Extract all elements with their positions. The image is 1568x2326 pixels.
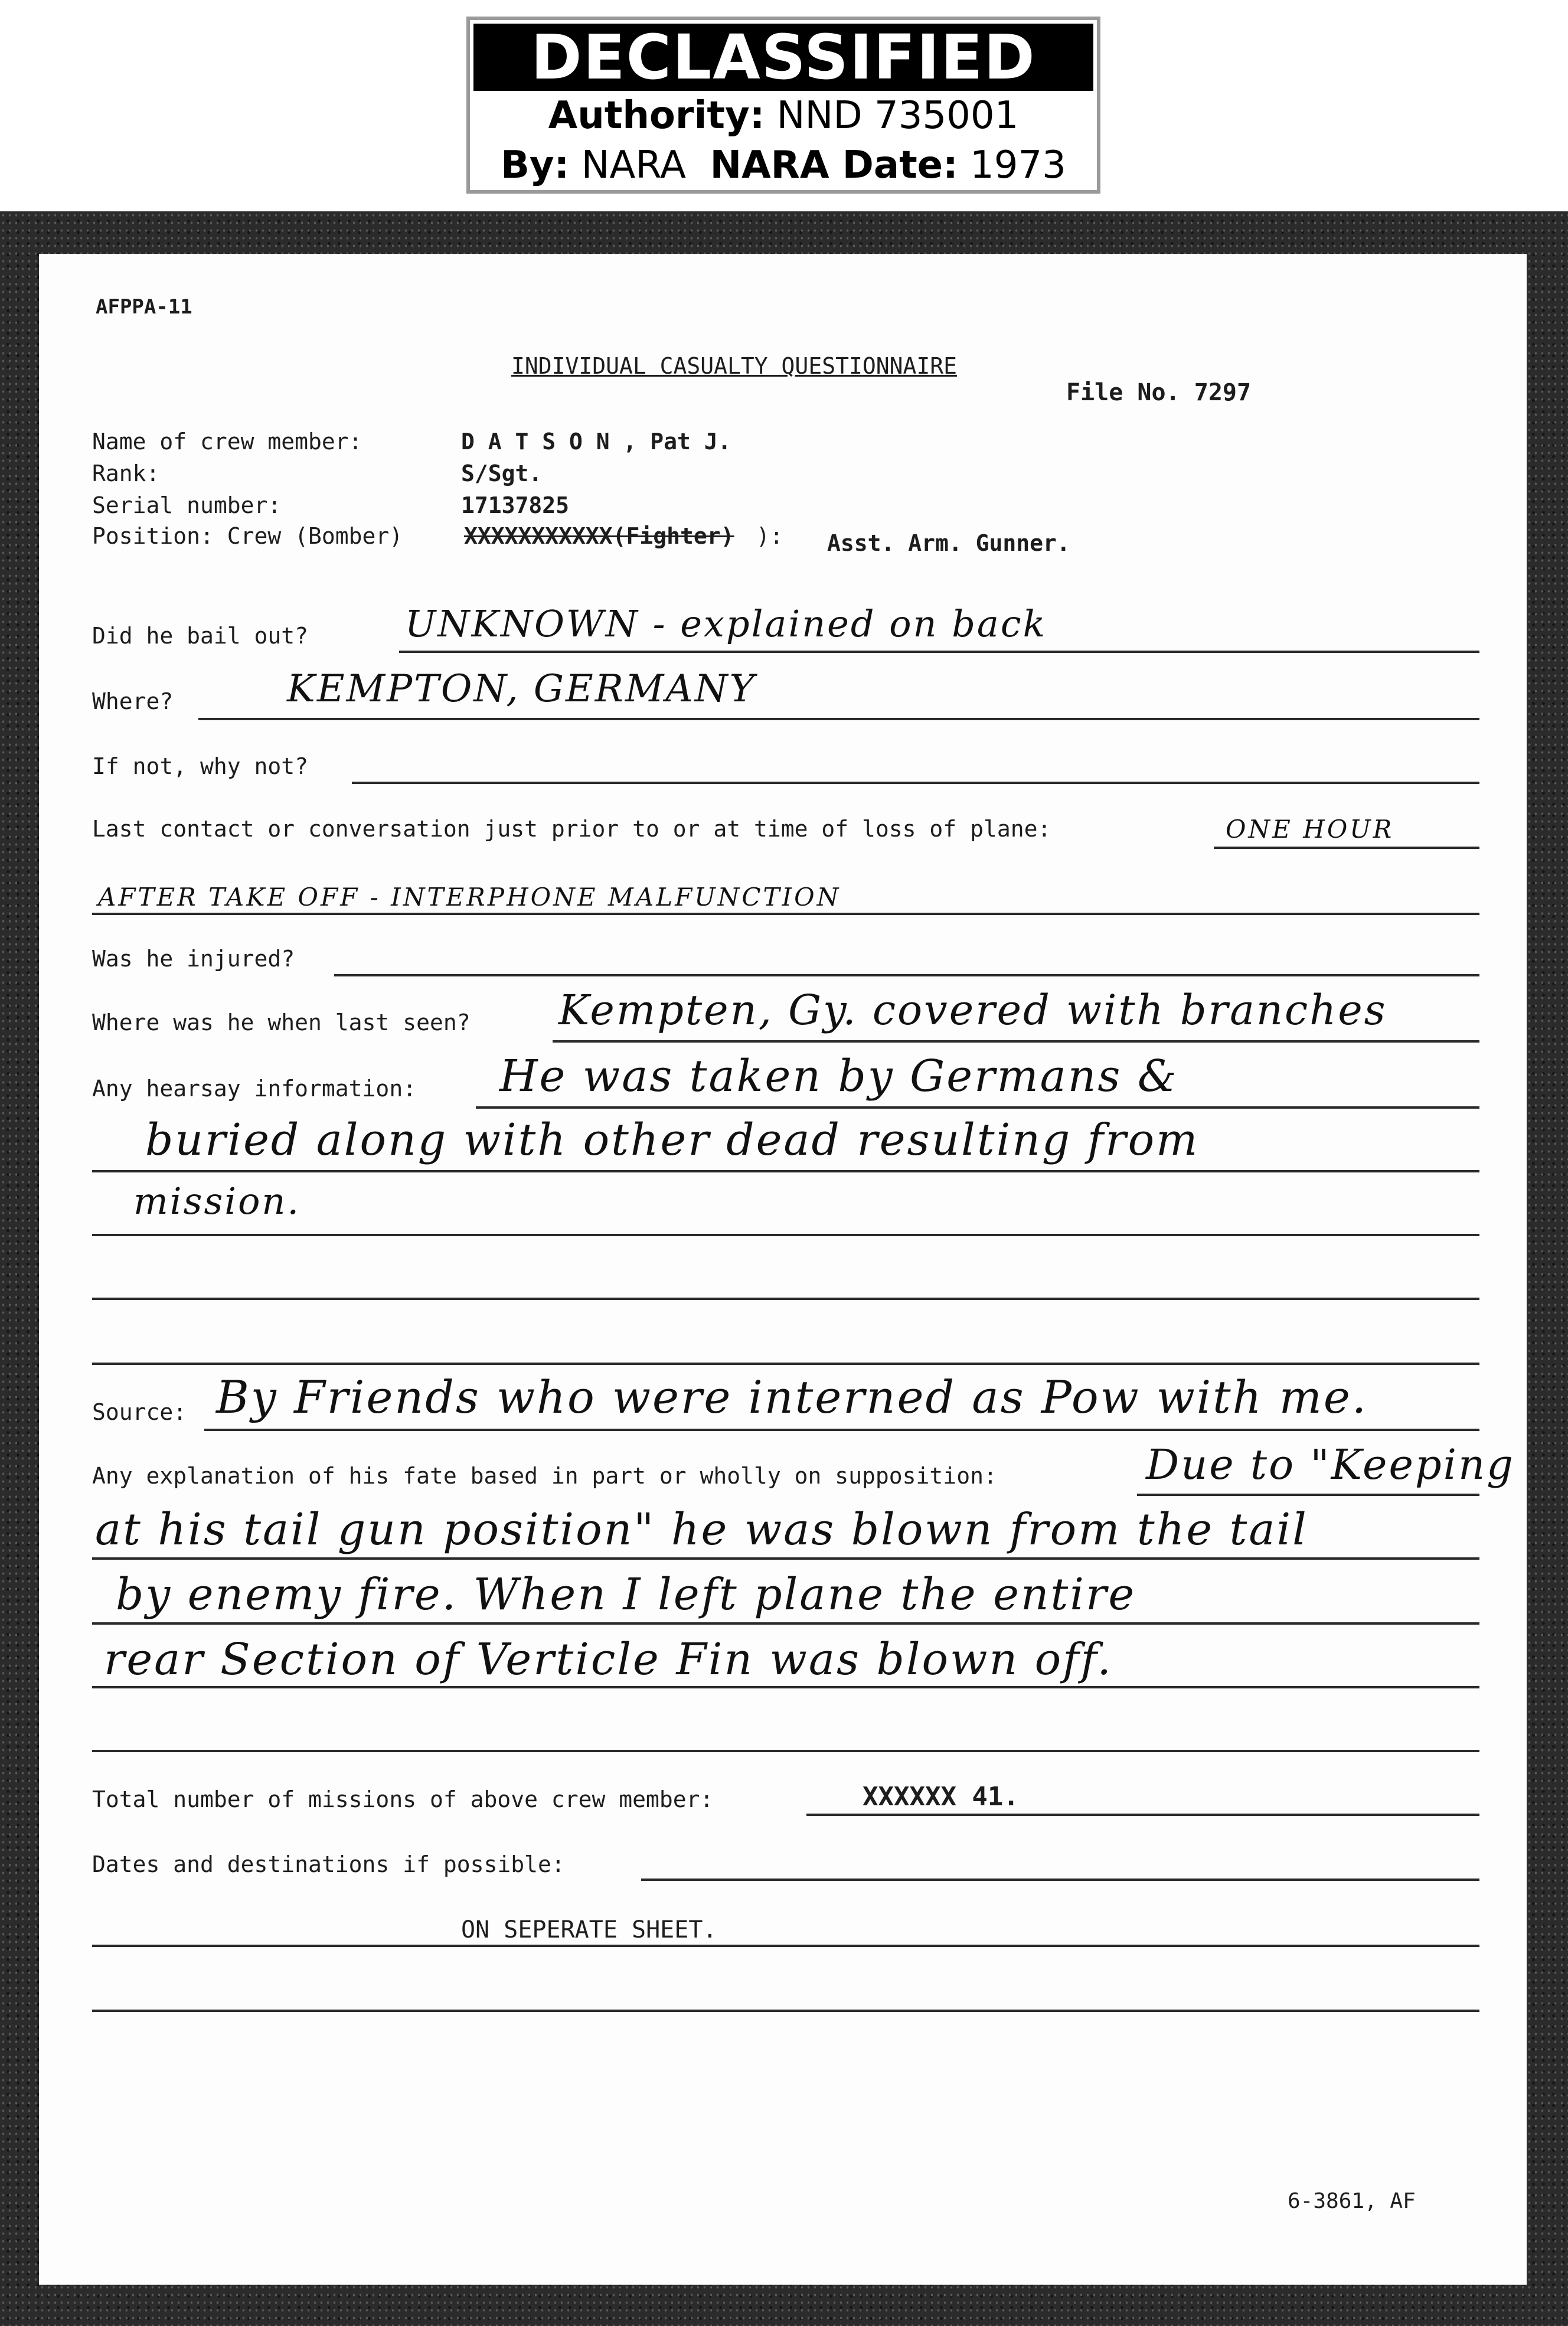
file-number: File No. 7297 [1066,379,1252,406]
stamp-by-value: NARA [581,143,686,187]
stamp-title: DECLASSIFIED [473,24,1093,91]
dates-line-2 [92,1945,1479,1947]
bail-label: Did he bail out? [92,623,309,649]
position-colon: ): [756,523,783,549]
explanation-label: Any explanation of his fate based in part or wholly on supposition: [92,1463,997,1489]
rank-label: Rank: [92,460,160,486]
name-label: Name of crew member: [92,429,362,455]
footer-form-code: 6-3861, AF [1288,2189,1416,2213]
where-label: Where? [92,688,174,714]
serial-label: Serial number: [92,492,282,518]
stamp-authority-value: NND 735001 [776,94,1019,138]
explanation-line-4 [92,1686,1479,1688]
last-seen-line [553,1040,1479,1043]
last-contact-value-2: AFTER TAKE OFF - INTERPHONE MALFUNCTION [98,883,841,912]
last-contact-line-2 [92,913,1479,915]
explanation-line-3 [92,1622,1479,1625]
hearsay-line-3 [92,1234,1479,1236]
where-value: KEMPTON, GERMANY [287,667,756,711]
injured-label: Was he injured? [92,946,295,972]
missions-line [806,1814,1479,1816]
position-label: Position: Crew (Bomber) [92,523,403,549]
stamp-by-label: By: [501,143,570,187]
where-line [198,718,1479,720]
missions-label: Total number of missions of above crew member: [92,1786,714,1812]
explanation-value-1: Due to "Keeping [1146,1440,1515,1489]
injured-line [334,974,1479,976]
questionnaire-page [39,254,1527,2285]
hearsay-line-4 [92,1298,1479,1300]
hearsay-line-1 [476,1106,1479,1109]
stamp-date-label: NARA Date: [710,143,958,187]
bail-line [399,651,1479,653]
hearsay-line-5 [92,1363,1479,1365]
last-contact-value-1: ONE HOUR [1226,815,1394,844]
last-seen-value: Kempten, Gy. covered with branches [558,986,1387,1034]
last-seen-label: Where was he when last seen? [92,1010,471,1035]
source-label: Source: [92,1399,187,1425]
explanation-line-1 [1137,1494,1479,1496]
serial-value: 17137825 [461,492,570,518]
explanation-value-3: by enemy fire. When I left plane the entire [116,1569,1136,1620]
explanation-value-2: at his tail gun position" he was blown from the tail [95,1504,1308,1555]
last-contact-label: Last contact or conversation just prior to or at time of loss of plane: [92,816,1051,842]
source-value: By Friends who were interned as Pow with me. [216,1371,1368,1423]
hearsay-value-3: mission. [133,1180,301,1223]
position-struck-text: XXXXXXXXXXX(Fighter) [464,523,734,549]
ifnot-label: If not, why not? [92,753,309,779]
stamp-by-date [470,141,1097,190]
stamp-date-value: 1973 [970,143,1066,187]
dates-line-3 [92,2010,1479,2012]
ifnot-line [352,782,1479,784]
hearsay-value-1: He was taken by Germans & [499,1051,1178,1102]
last-contact-line-1 [1214,847,1479,849]
explanation-line-5 [92,1750,1479,1752]
hearsay-line-2 [92,1170,1479,1172]
declassified-stamp [466,17,1100,194]
form-title: INDIVIDUAL CASUALTY QUESTIONNAIRE [511,353,957,379]
stamp-authority-label: Authority: [548,94,765,138]
stamp-authority [470,91,1097,141]
source-line [204,1429,1479,1431]
hearsay-label: Any hearsay information: [92,1076,417,1102]
dates-value: ON SEPERATE SHEET. [461,1916,717,1943]
name-value: D A T S O N , Pat J. [461,429,731,455]
dates-line-1 [641,1879,1479,1881]
dates-label: Dates and destinations if possible: [92,1851,565,1877]
explanation-value-4: rear Section of Verticle Fin was blown off. [104,1634,1113,1685]
hearsay-value-2: buried along with other dead resulting from [145,1115,1200,1165]
bail-value: UNKNOWN - explained on back [405,602,1047,645]
missions-value: XXXXXX 41. [863,1782,1019,1812]
position-value: Asst. Arm. Gunner. [827,530,1070,556]
explanation-line-2 [92,1557,1479,1560]
rank-value: S/Sgt. [461,460,543,486]
form-code: AFPPA-11 [96,295,192,319]
